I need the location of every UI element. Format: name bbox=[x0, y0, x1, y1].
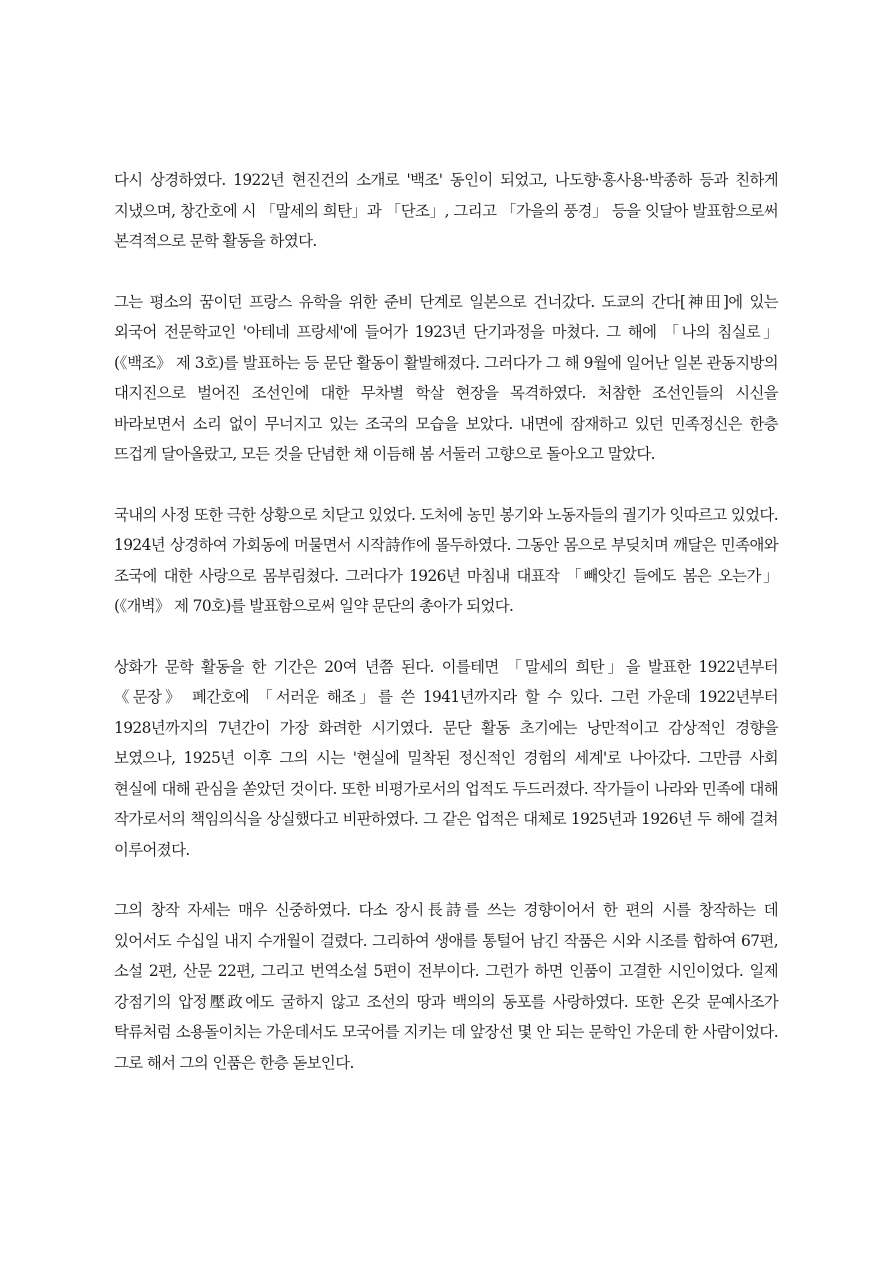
paragraph-2: 그는 평소의 꿈이던 프랑스 유학을 위한 준비 단계로 일본으로 건너갔다. 도쿄의 간다[神田]에 있는 외국어 전문학교인 '아테네 프랑세'에 들어가 1923년 단기과정을 마쳤다. 그 해에 「나의 침실로」(《백조》 제 3호)를 발표하는 등 문단 활동이 활발해졌다. 그러다가 그 해 9월에 일어난 일본 관동지방의 대지진으로 벌어진 조선인에 대한 무차별 학살 현장을 목격하였다. 처참한 조선인들의 시신을 바라보면서 소리 없이 무너지고 있는 조국의 모습을 보았다. 내면에 잠재하고 있던 민족정신은 한층 뜨겁게 달아올랐고, 모든 것을 단념한 채 이듬해 봄 서둘러 고향으로 돌아오고 말았다. bbox=[114, 292, 778, 463]
paragraph-5: 그의 창작 자세는 매우 신중하였다. 다소 장시長詩를 쓰는 경향이어서 한 편의 시를 창작하는 데 있어서도 수십일 내지 수개월이 걸렸다. 그리하여 생애를 통털어 남긴 작품은 시와 시조를 합하여 67편, 소설 2편, 산문 22편, 그리고 번역소설 5편이 전부이다. 그런가 하면 인품이 고결한 시인이었다. 일제 강점기의 압정壓政에도 굴하지 않고 조선의 땅과 백의의 동포를 사랑하였다. 또한 온갖 문예사조가 탁류처럼 소용돌이치는 가운데서도 모국어를 지키는 데 앞장선 몇 안 되는 문학인 가운데 한 사람이었다. 그로 해서 그의 인품은 한층 돋보인다. bbox=[114, 901, 778, 1072]
document-body bbox=[114, 165, 778, 1108]
paragraph-4: 상화가 문학 활동을 한 기간은 20여 년쯤 된다. 이를테면 「말세의 희탄」을 발표한 1922년부터 《문장》 폐간호에 「서러운 해조」를 쓴 1941년까지라 할 수 있다. 그런 가운데 1922년부터 1928년까지의 7년간이 가장 화려한 시기였다. 문단 활동 초기에는 낭만적이고 감상적인 경향을 보였으나, 1925년 이후 그의 시는 '현실에 밀착된 정신적인 경험의 세계'로 나아갔다. 그만큼 사회 현실에 대해 관심을 쏟았던 것이다. 또한 비평가로서의 업적도 두드러졌다. 작가들이 나라와 민족에 대해 작가로서의 책임의식을 상실했다고 비판하였다. 그 같은 업적은 대체로 1925년과 1926년 두 해에 걸쳐 이루어졌다. bbox=[114, 657, 778, 859]
paragraph-1: 다시 상경하였다. 1922년 현진건의 소개로 '백조' 동인이 되었고, 나도향·홍사용·박종하 등과 친하게 지냈으며, 창간호에 시 「말세의 희탄」과 「단조」, 그리고 「가을의 풍경」 등을 잇달아 발표함으로써 본격적으로 문학 활동을 하였다. bbox=[114, 171, 778, 250]
paragraph-3: 국내의 사정 또한 극한 상황으로 치닫고 있었다. 도처에 농민 봉기와 노동자들의 궐기가 잇따르고 있었다. 1924년 상경하여 가회동에 머물면서 시작詩作에 몰두하였다. 그동안 몸으로 부딪치며 깨달은 민족애와 조국에 대한 사랑으로 몸부림쳤다. 그러다가 1926년 마침내 대표작 「빼앗긴 들에도 봄은 오는가」(《개벽》 제 70호)를 발표함으로써 일약 문단의 총아가 되었다. bbox=[114, 505, 778, 615]
